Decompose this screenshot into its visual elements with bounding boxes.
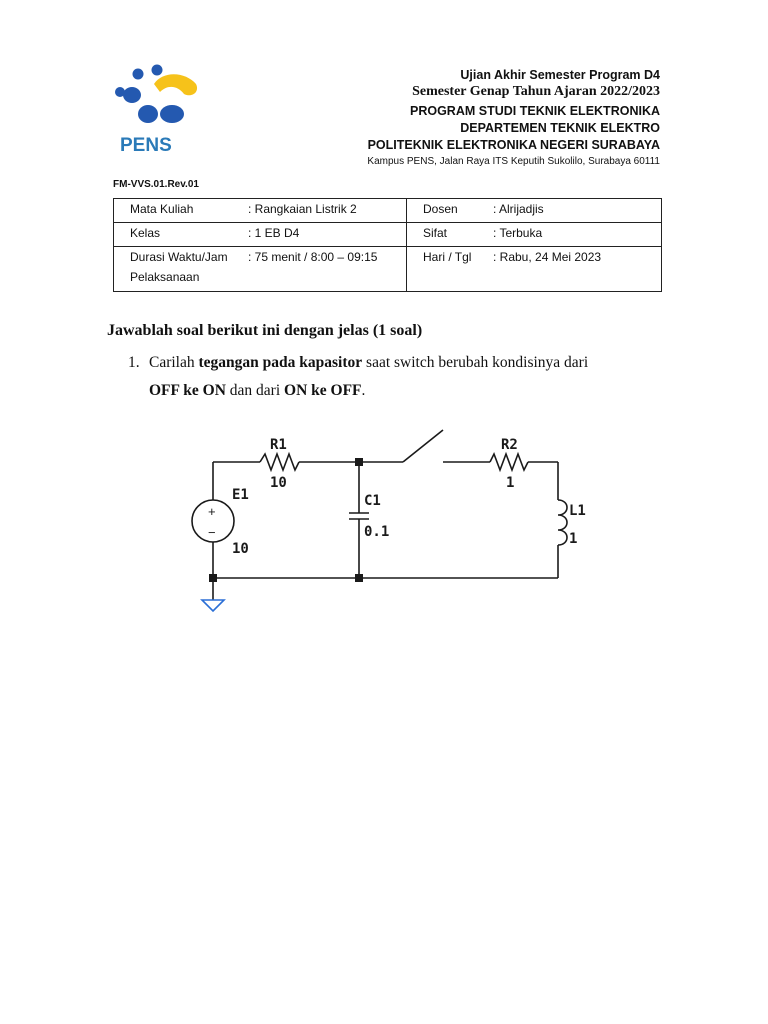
nature-label: Sifat <box>423 226 448 240</box>
institution: POLITEKNIK ELEKTRONIKA NEGERI SURABAYA <box>367 138 660 152</box>
question-text-line1 <box>149 354 588 372</box>
junction-dot <box>355 574 363 582</box>
table-cell <box>407 247 662 292</box>
source-minus-sign: − <box>208 525 216 540</box>
logo-dot <box>152 65 163 76</box>
question-text: dan dari <box>225 382 285 399</box>
form-code: FM-VVS.01.Rev.01 <box>113 179 199 190</box>
duration-label: Durasi Waktu/Jam <box>130 250 228 264</box>
source-plus-sign: + <box>208 504 216 519</box>
table-cell <box>114 247 407 292</box>
lecturer-label: Dosen <box>423 202 458 216</box>
question-text: . <box>361 382 366 399</box>
study-program: PROGRAM STUDI TEKNIK ELEKTRONIKA <box>410 104 660 118</box>
question-text: saat switch berubah kondisinya dari <box>362 354 589 371</box>
course-label: Mata Kuliah <box>130 202 194 216</box>
table-cell <box>114 223 407 247</box>
duration-label-2: Pelaksanaan <box>130 270 200 284</box>
logo-dot <box>133 69 144 80</box>
semester-line: Semester Genap Tahun Ajaran 2022/2023 <box>412 84 660 99</box>
question-number: 1. <box>128 354 140 371</box>
logo-dot <box>123 87 141 103</box>
table-row <box>114 223 662 247</box>
question-text: Carilah <box>149 354 199 371</box>
date-value: : Rabu, 24 Mei 2023 <box>493 250 602 264</box>
question-heading: Jawablah soal berikut ini dengan jelas (1 soal) <box>107 322 423 339</box>
exam-title: Ujian Akhir Semester Program D4 <box>460 68 660 82</box>
table-row <box>114 199 662 223</box>
circuit-diagram <box>180 415 586 620</box>
logo-swoosh <box>154 74 197 95</box>
exam-info-table <box>113 198 662 292</box>
logo-wordmark: PENS <box>120 135 172 156</box>
address: Kampus PENS, Jalan Raya ITS Keputih Sukolilo, Surabaya 60111 <box>367 156 660 167</box>
nature-value: : Terbuka <box>493 226 543 240</box>
table-cell <box>407 199 662 223</box>
class-label: Kelas <box>130 226 161 240</box>
c1-value: 0.1 <box>364 524 390 540</box>
e1-value: 10 <box>232 541 249 557</box>
department: DEPARTEMEN TEKNIK ELEKTRO <box>460 121 660 135</box>
inductor-l1 <box>558 500 567 545</box>
resistor-r1 <box>260 454 299 470</box>
c1-name: C1 <box>364 493 381 509</box>
question-emphasis: ON ke OFF <box>284 382 362 399</box>
table-cell <box>407 223 662 247</box>
r1-value: 10 <box>270 475 287 491</box>
pens-logo <box>108 62 208 154</box>
resistor-r2 <box>490 454 528 470</box>
r1-name: R1 <box>270 437 287 453</box>
table-row <box>114 247 662 292</box>
lecturer-value: : Alrijadjis <box>493 202 544 216</box>
date-label: Hari / Tgl <box>423 250 472 264</box>
question-text-line2 <box>149 382 365 400</box>
r2-value: 1 <box>506 475 515 491</box>
r2-name: R2 <box>501 437 518 453</box>
junction-dot <box>355 458 363 466</box>
course-value: : Rangkaian Listrik 2 <box>248 202 357 216</box>
question-emphasis: tegangan pada kapasitor <box>198 354 363 371</box>
junction-dot <box>209 574 217 582</box>
table-cell <box>114 199 407 223</box>
duration-value: : 75 menit / 8:00 – 09:15 <box>248 250 378 264</box>
switch <box>403 430 443 462</box>
e1-name: E1 <box>232 487 249 503</box>
l1-value: 1 <box>569 531 578 547</box>
ground-symbol <box>202 600 224 611</box>
logo-dot <box>160 105 184 123</box>
logo-dot <box>138 105 158 123</box>
l1-name: L1 <box>569 503 586 519</box>
question-emphasis: OFF ke ON <box>149 382 226 399</box>
class-value: : 1 EB D4 <box>248 226 300 240</box>
